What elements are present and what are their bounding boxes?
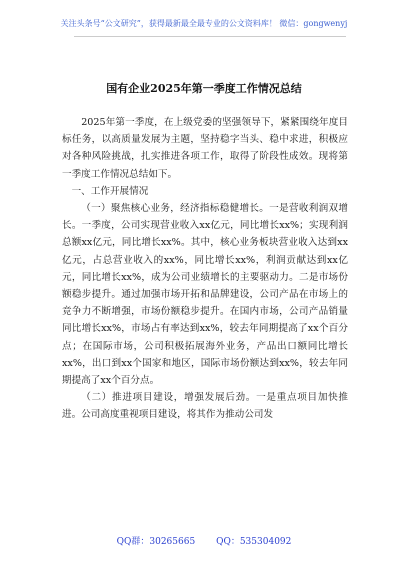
qq-number-text: QQ：535304092 xyxy=(216,537,292,547)
document-body xyxy=(62,114,348,424)
intro-paragraph: 2025年第一季度，在上级党委的坚强领导下，紧紧围绕年度目标任务，以高质量发展为主题，坚持稳字当头、稳中求进，积极应对各种风险挑战，扎实推进各项工作，取得了阶段性成效。现将第一季度工作情况总结如下。 xyxy=(62,117,348,180)
body-paragraph: （二）推进项目建设，增强发展后劲。一是重点项目加快推进。公司高度重视项目建设，将其作为推动公司发 xyxy=(62,392,348,421)
body-paragraph: （一）聚焦核心业务，经济指标稳健增长。一是营收利润双增长。一季度，公司实现营业收入xx亿元，同比增长xx%；实现利润总额xx亿元，同比增长xx%。其中，核心业务板块营业收入达到xx亿元，占总营业收入的xx%，同比增长xx%，利润贡献达到xx亿元，同比增长xx%，成为公司业绩增长的主要驱动力。二是市场份额稳步提升。通过加强市场开拓和品牌建设，公司产品在市场上的竞争力不断增强，市场份额稳步提升。在国内市场，公司产品销量同比增长xx%，市场占有率达到xx%，较去年同期提高了xx个百分点；在国际市场，公司积极拓展海外业务，产品出口额同比增长xx%，出口到xx个国家和地区，国际市场份额达到xx%，较去年同期提高了xx个百分点。 xyxy=(62,203,348,387)
footer-contact xyxy=(0,534,408,547)
header-note: 关注头条号“公文研究”，获得最新最全最专业的公文资料库！ 微信：gongwenyj xyxy=(60,19,348,28)
document-title: 国有企业2025年第一季度工作情况总结 xyxy=(106,82,302,95)
section-heading: 一、工作开展情况 xyxy=(71,185,149,197)
qq-group-text: QQ群：30265665 xyxy=(116,537,196,547)
header-divider xyxy=(74,36,346,37)
